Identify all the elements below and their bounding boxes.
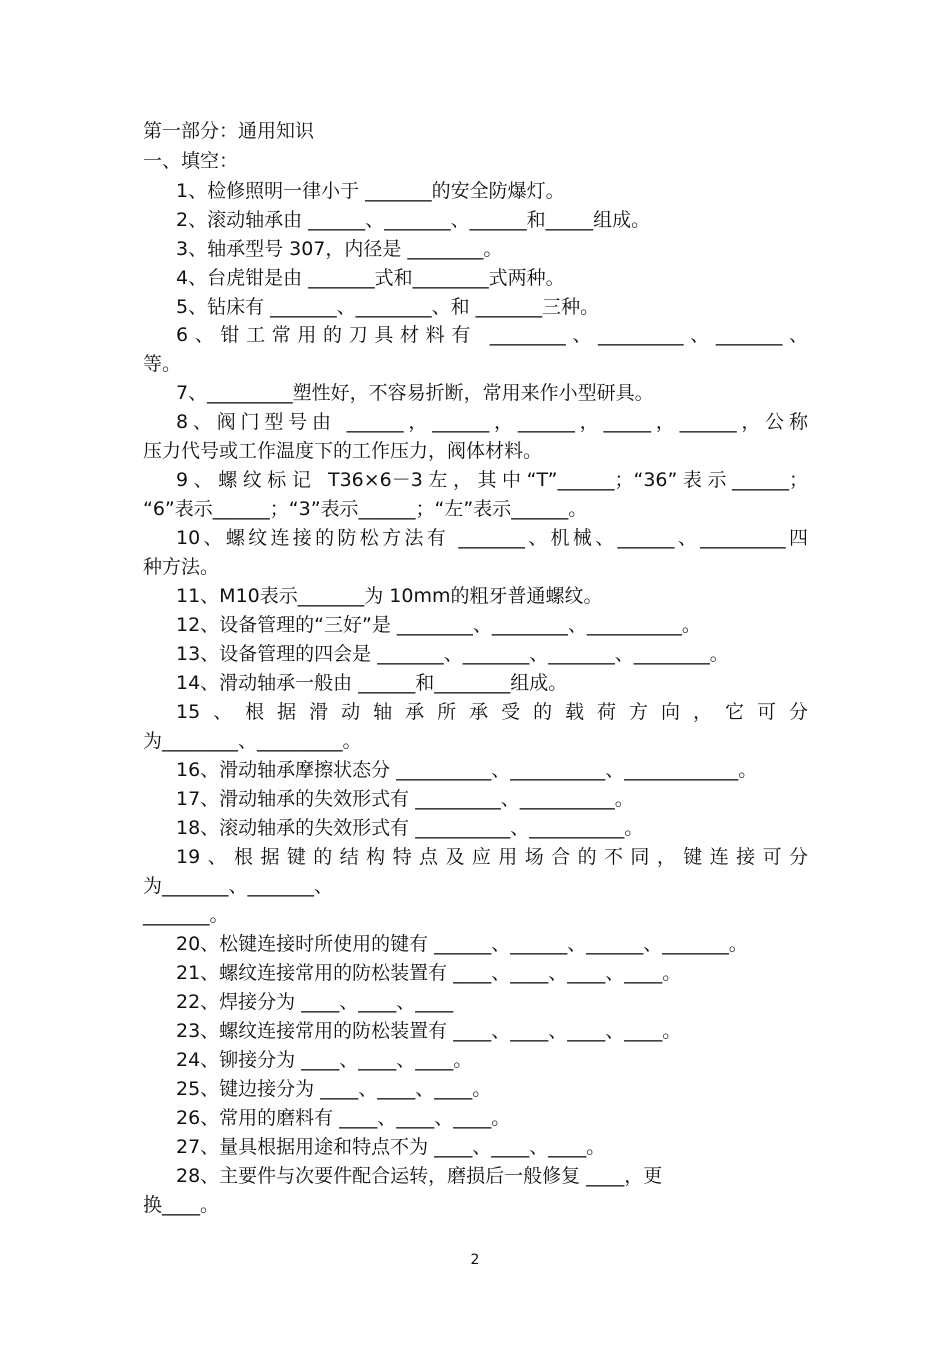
question-line: 28、主要件与次要件配合运转，磨损后一般修复 ____，更 <box>176 1165 663 1187</box>
question-line-continued: 为_______、_______、 <box>143 875 334 897</box>
question-line: 10、螺纹连接的防松方法有 _______、机械、______、_________四 <box>176 527 808 549</box>
question-line: 22、焊接分为 ____、____、____ <box>176 991 454 1013</box>
question-line: 3、轴承型号 307，内径是 ________。 <box>176 238 503 260</box>
question-line-continued: 换____。 <box>143 1194 220 1216</box>
question-line: 1、检修照明一律小于 _______的安全防爆灯。 <box>176 180 565 202</box>
question-line: 17、滑动轴承的失效形式有 _________、__________。 <box>176 788 634 810</box>
question-line: 16、滑动轴承摩擦状态分 __________、__________、____________。 <box>176 759 758 781</box>
question-line: 14、滑动轴承一般由 ______和________组成。 <box>176 672 568 694</box>
question-line: 12、设备管理的“三好”是 ________、________、__________。 <box>176 614 701 636</box>
question-line: 18、滚动轴承的失效形式有 __________、__________。 <box>176 817 644 839</box>
question-line: 15、根据滑动轴承所承受的载荷方向，它可分 <box>176 701 808 723</box>
question-line-continued: 种方法。 <box>143 556 220 578</box>
question-line: 7、_________塑性好，不容易折断，常用来作小型研具。 <box>176 382 654 404</box>
question-line: 4、台虎钳是由 _______式和________式两种。 <box>176 267 565 289</box>
question-line: 8、阀门型号由 ______，______，______，_____，______，公称 <box>176 411 808 433</box>
page-number: 2 <box>470 1252 480 1268</box>
question-line: 2、滚动轴承由 ______、_______、______和_____组成。 <box>176 209 651 231</box>
question-line: 19、根据键的结构特点及应用场合的不同，键连接可分 <box>176 846 808 868</box>
question-line: 25、键边接分为 ____、____、____。 <box>176 1078 492 1100</box>
question-line-continued: 压力代号或工作温度下的工作压力，阀体材料。 <box>143 440 543 462</box>
section-title: 第一部分：通用知识 <box>143 120 315 142</box>
question-line-continued: _______。 <box>143 904 229 926</box>
question-line: 23、螺纹连接常用的防松装置有 ____、____、____、____。 <box>176 1020 682 1042</box>
question-line-continued: 为________、_________。 <box>143 730 362 752</box>
question-line-continued: 等。 <box>143 353 182 375</box>
question-line-continued: “6”表示______；“3”表示______；“左”表示______。 <box>143 498 588 520</box>
question-line: 9、螺纹标记 T36×6－3左，其中“T”______；“36”表示______； <box>176 469 808 491</box>
question-line: 26、常用的磨料有 ____、____、____。 <box>176 1107 511 1129</box>
question-line: 13、设备管理的四会是 _______、_______、_______、________。 <box>176 643 729 665</box>
question-line: 21、螺纹连接常用的防松装置有 ____、____、____、____。 <box>176 962 682 984</box>
question-line: 6、钳工常用的刀具材料有 ________、_________、_______、 <box>176 324 808 346</box>
question-line: 20、松键连接时所使用的键有 ______、______、______、_______。 <box>176 933 748 955</box>
question-line: 27、量具根据用途和特点不为 ____、____、____。 <box>176 1136 606 1158</box>
question-line: 24、铆接分为 ____、____、____。 <box>176 1049 473 1071</box>
question-line: 11、M10表示_______为 10mm的粗牙普通螺纹。 <box>176 585 603 607</box>
subsection-title: 一、填空： <box>143 150 239 172</box>
question-line: 5、钻床有 _______、________、和 _______三种。 <box>176 296 600 318</box>
